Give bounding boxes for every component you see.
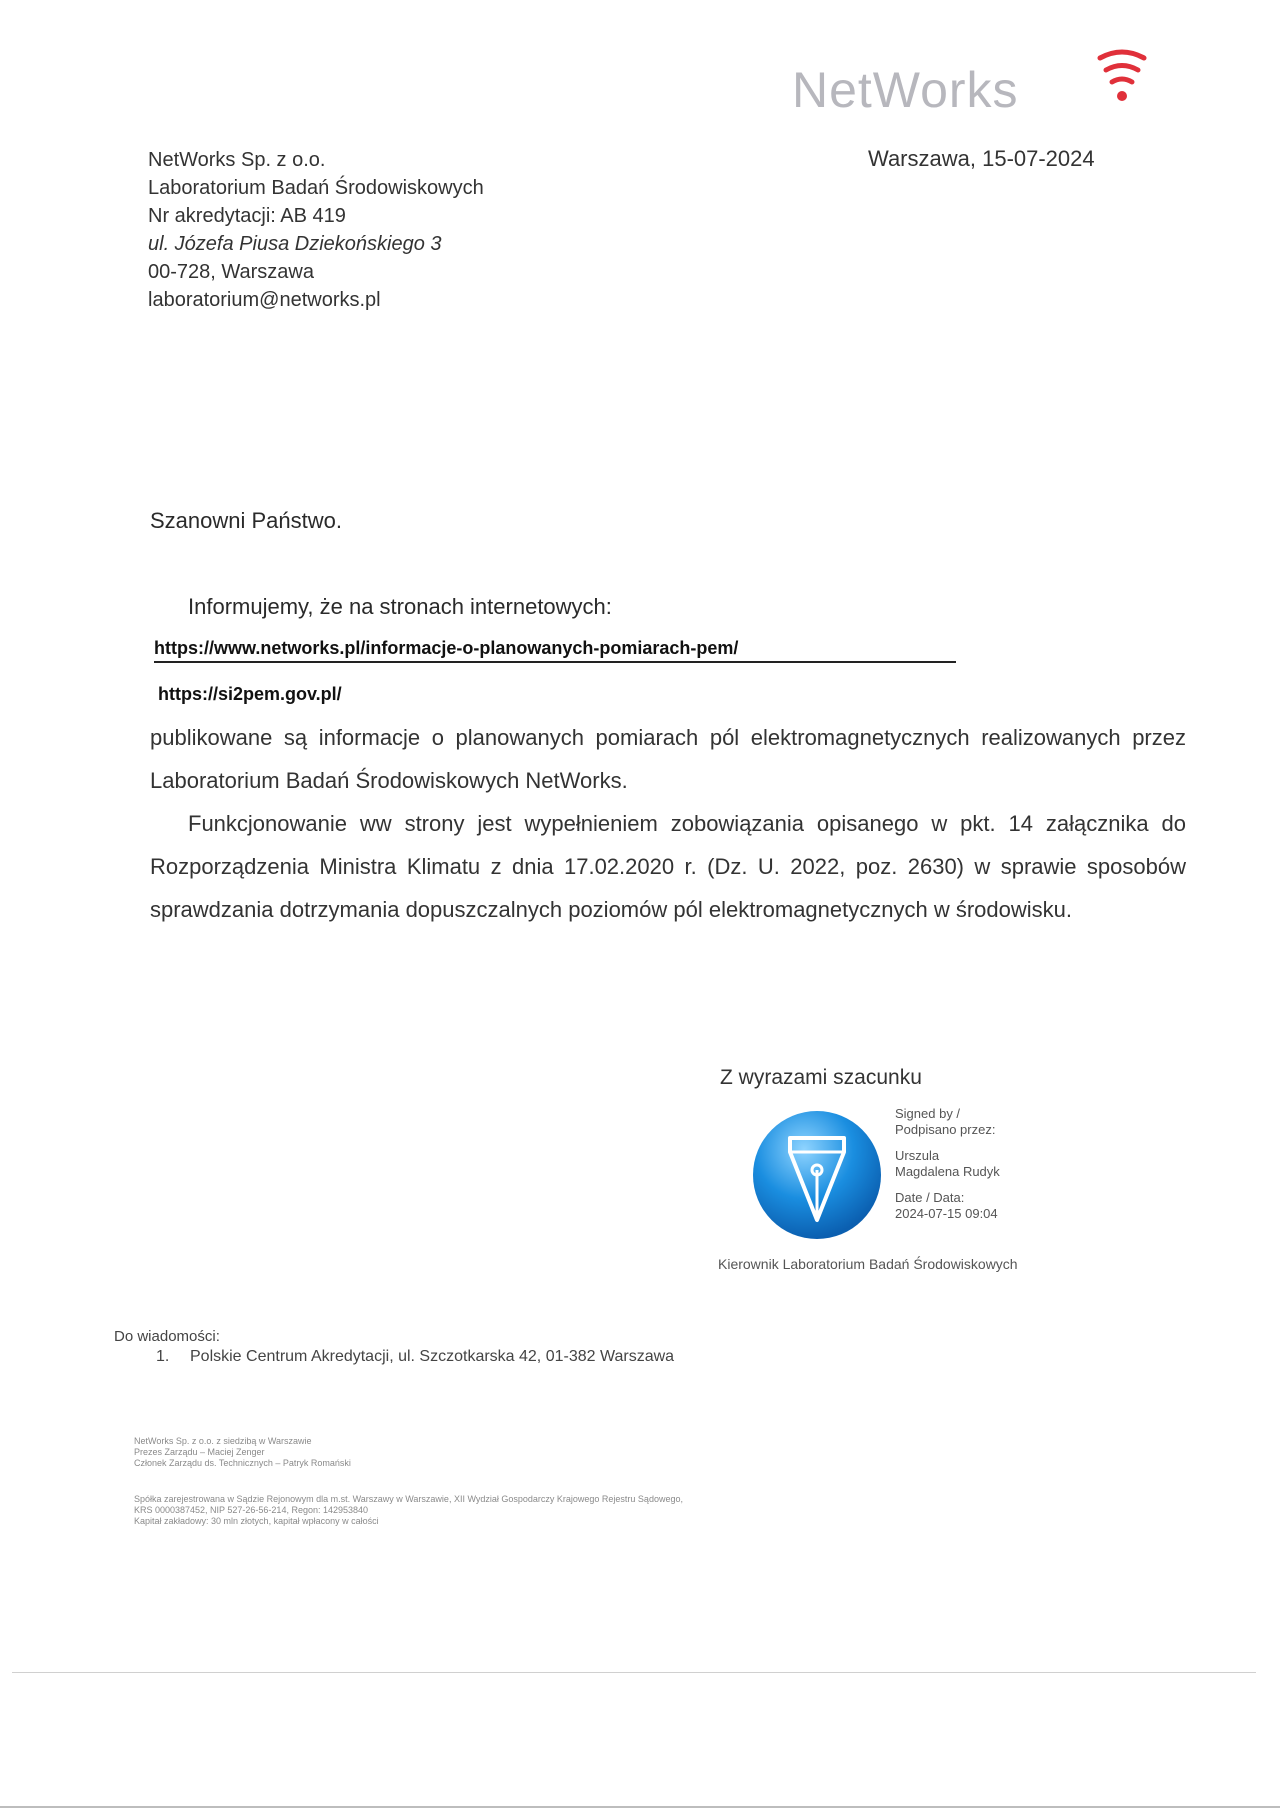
sender-street: ul. Józefa Piusa Dziekońskiego 3: [148, 233, 442, 255]
footer-registration: [134, 1494, 683, 1527]
letter-date: Warszawa, 15-07-2024: [868, 146, 1095, 171]
closing-text: Z wyrazami szacunku: [720, 1066, 922, 1089]
signer-role: Kierownik Laboratorium Badań Środowiskowych: [718, 1256, 1018, 1272]
distribution-label: Do wiadomości:: [114, 1328, 220, 1345]
si2pem-link[interactable]: https://si2pem.gov.pl/: [158, 684, 342, 704]
signature-details: [895, 1106, 1000, 1222]
sender-company: NetWorks Sp. z o.o.: [148, 149, 326, 171]
footer-line: KRS 0000387452, NIP 527-26-56-214, Regon: 142953840: [134, 1505, 369, 1515]
footer-line: Kapitał zakładowy: 30 mln złotych, kapitał wpłacony w całości: [134, 1516, 379, 1526]
signed-by-label-1: Signed by /: [895, 1106, 961, 1121]
networks-link[interactable]: https://www.networks.pl/informacje-o-planowanych-pomiarach-pem/: [154, 638, 956, 663]
signer-name-1: Urszula: [895, 1148, 940, 1163]
signer-name-2: Magdalena Rudyk: [895, 1164, 1000, 1179]
scan-divider: [12, 1672, 1256, 1673]
body-paragraph-2-text: Funkcjonowanie ww strony jest wypełnieniem zobowiązania opisanego w pkt. 14 załącznika do Rozporządzenia Ministra Klimatu z dnia 17.02.2020 r. (Dz. U. 2022, poz. 2630) w sprawie sposobów sprawdzania dotrzymania dopuszczalnych poziomów pól elektromagnetycznych w środowisku.: [150, 811, 1186, 922]
body-paragraph-2: [150, 802, 1186, 931]
sender-lab: Laboratorium Badań Środowiskowych: [148, 177, 484, 199]
sender-address: [148, 146, 484, 314]
signature-date-label: Date / Data:: [895, 1190, 965, 1205]
footer-line: Członek Zarządu ds. Technicznych – Patryk Romański: [134, 1458, 351, 1468]
pen-nib-icon: [750, 1108, 884, 1242]
footer-management: [134, 1436, 351, 1469]
signal-icon: [1094, 44, 1150, 120]
distribution-item: [156, 1348, 674, 1366]
logo-text: NetWorks: [792, 62, 1019, 118]
intro-text: Informujemy, że na stronach internetowych:: [188, 594, 612, 619]
sender-accreditation: Nr akredytacji: AB 419: [148, 205, 346, 227]
distribution-item-number: 1.: [156, 1348, 170, 1365]
body-paragraph-1: publikowane są informacje o planowanych pomiarach pól elektromagnetycznych realizowanych przez Laboratorium Badań Środowiskowych NetWorks.: [150, 725, 1186, 793]
footer-line: Prezes Zarządu – Maciej Zenger: [134, 1447, 265, 1457]
sender-city: 00-728, Warszawa: [148, 261, 314, 283]
distribution-item-text: Polskie Centrum Akredytacji, ul. Szczotkarska 42, 01-382 Warszawa: [190, 1348, 675, 1365]
sender-email: laboratorium@networks.pl: [148, 289, 381, 311]
signature-date-value: 2024-07-15 09:04: [895, 1206, 998, 1221]
signed-by-label-2: Podpisano przez:: [895, 1122, 996, 1137]
footer-line: NetWorks Sp. z o.o. z siedzibą w Warszawie: [134, 1436, 312, 1446]
company-logo: [792, 60, 1152, 130]
salutation: Szanowni Państwo.: [150, 508, 342, 533]
footer-line: Spółka zarejestrowana w Sądzie Rejonowym dla m.st. Warszawy w Warszawie, XII Wydział Gospodarczy Krajowego Rejestru Sądowego,: [134, 1494, 683, 1504]
scan-bottom-edge: [0, 1806, 1280, 1808]
